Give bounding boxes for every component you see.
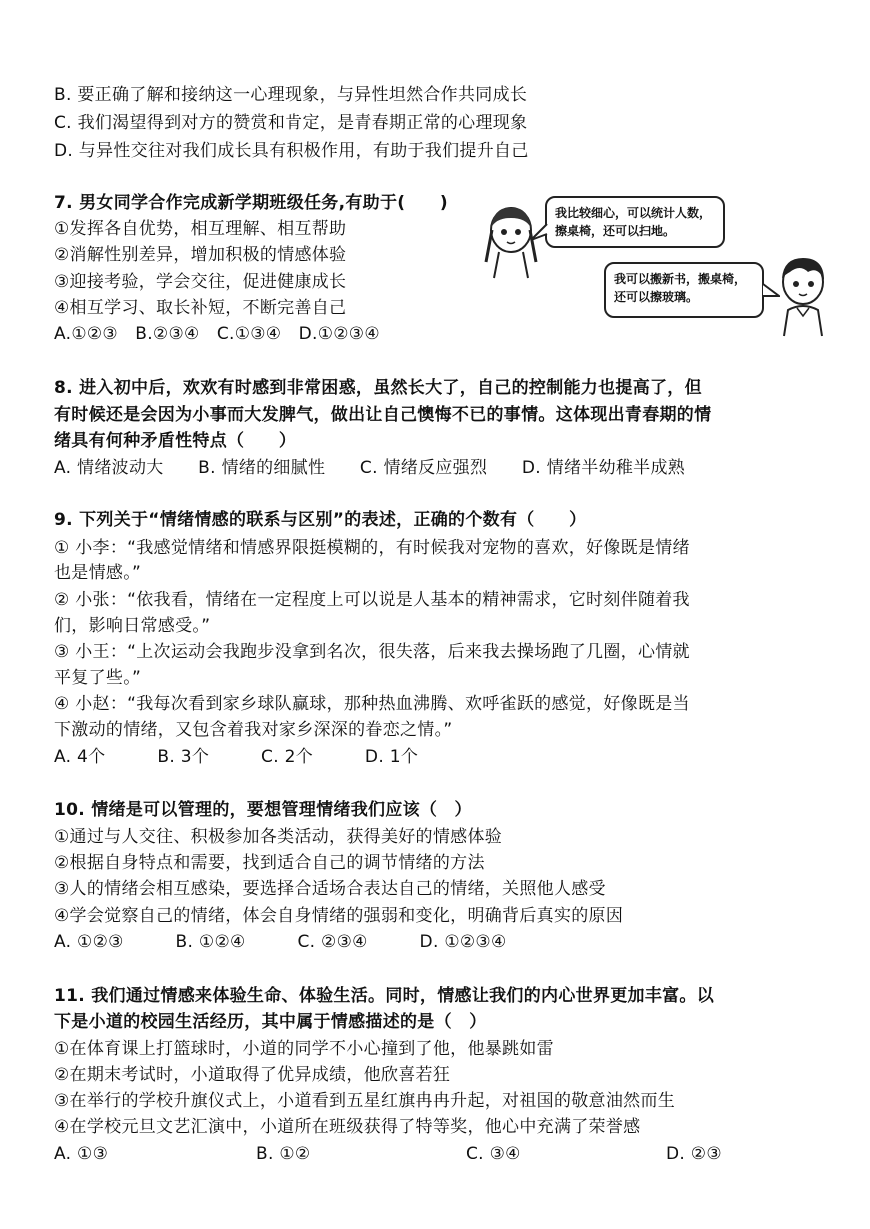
boy-illustration xyxy=(772,252,834,338)
q9-statement-1b: 也是情感。” xyxy=(54,563,142,583)
boy-speech-text: 我可以搬新书，搬桌椅，还可以擦玻璃。 xyxy=(614,272,747,304)
girl-speech-text: 我比较细心，可以统计人数，擦桌椅，还可以扫地。 xyxy=(555,206,712,238)
q11-statement-1: ①在体育课上打篮球时，小道的同学不小心撞到了他，他暴跳如雷 xyxy=(54,1039,554,1059)
q9-stem: 9. 下列关于“情绪情感的联系与区别”的表述，正确的个数有（ ） xyxy=(54,510,587,530)
q11-statement-2: ②在期末考试时，小道取得了优异成绩，他欣喜若狂 xyxy=(54,1065,451,1085)
boy-speech-bubble xyxy=(604,262,764,318)
q8-stem-line-3: 绪具有何种矛盾性特点（ ） xyxy=(54,431,297,451)
q9-statement-1a: ① 小李：“我感觉情绪和情感界限挺模糊的，有时候我对宠物的喜欢，好像既是情绪 xyxy=(54,538,690,558)
girl-bubble-tail xyxy=(530,222,548,242)
q11-option-b: B. ①② xyxy=(256,1144,311,1164)
q8-stem-line-1: 8. 进入初中后，欢欢有时感到非常困惑，虽然长大了，自己的控制能力也提高了，但 xyxy=(54,378,702,398)
q7-statement-1: ①发挥各自优势，相互理解、相互帮助 xyxy=(54,219,347,239)
q7-statement-2: ②消解性别差异，增加积极的情感体验 xyxy=(54,245,347,265)
q11-statement-3: ③在举行的学校升旗仪式上，小道看到五星红旗冉冉升起，对祖国的敬意油然而生 xyxy=(54,1091,676,1111)
q9-statement-3b: 平复了些。” xyxy=(54,668,142,688)
q7-statement-3: ③迎接考验，学会交往，促进健康成长 xyxy=(54,272,347,292)
q9-statement-2b: 们，影响日常感受。” xyxy=(54,616,211,636)
q11-stem-line-2: 下是小道的校园生活经历，其中属于情感描述的是（ ） xyxy=(54,1012,487,1032)
q8-options: A. 情绪波动大 B. 情绪的细腻性 C. 情绪反应强烈 D. 情绪半幼稚半成熟 xyxy=(54,458,686,478)
q10-statement-2: ②根据自身特点和需要，找到适合自己的调节情绪的方法 xyxy=(54,853,485,873)
q11-option-d: D. ②③ xyxy=(666,1144,722,1164)
q7-options: A.①②③ B.②③④ C.①③④ D.①②③④ xyxy=(54,324,380,344)
q7-statement-4: ④相互学习、取长补短，不断完善自己 xyxy=(54,298,347,318)
q9-statement-2a: ② 小张：“依我看，情绪在一定程度上可以说是人基本的精神需求，它时刻伴随着我 xyxy=(54,590,690,610)
q10-options: A. ①②③ B. ①②④ C. ②③④ D. ①②③④ xyxy=(54,932,507,952)
q8-stem-line-2: 有时候还是会因为小事而大发脾气，做出让自己懊悔不已的事情。这体现出青春期的情 xyxy=(54,405,712,425)
q9-statement-4a: ④ 小赵：“我每次看到家乡球队赢球，那种热血沸腾、欢呼雀跃的感觉，好像既是当 xyxy=(54,694,690,714)
q11-statement-4: ④在学校元旦文艺汇演中，小道所在班级获得了特等奖，他心中充满了荣誉感 xyxy=(54,1117,641,1137)
q9-statement-4b: 下激动的情绪，又包含着我对家乡深深的眷恋之情。” xyxy=(54,720,453,740)
q10-statement-1: ①通过与人交往、积极参加各类活动，获得美好的情感体验 xyxy=(54,827,503,847)
q9-options: A. 4个 B. 3个 C. 2个 D. 1个 xyxy=(54,747,419,767)
q7-stem: 7. 男女同学合作完成新学期班级任务,有助于( ) xyxy=(54,193,449,213)
q11-option-a: A. ①③ xyxy=(54,1144,109,1164)
girl-speech-bubble xyxy=(545,196,725,248)
q9-statement-3a: ③ 小王：“上次运动会我跑步没拿到名次，很失落，后来我去操场跑了几圈，心情就 xyxy=(54,642,690,662)
q6-option-c: C. 我们渴望得到对方的赞赏和肯定，是青春期正常的心理现象 xyxy=(54,113,528,133)
q10-statement-3: ③人的情绪会相互感染，要选择合适场合表达自己的情绪，关照他人感受 xyxy=(54,879,606,899)
q11-stem-line-1: 11. 我们通过情感来体验生命、体验生活。同时，情感让我们的内心世界更加丰富。以 xyxy=(54,986,715,1006)
q10-stem: 10. 情绪是可以管理的，要想管理情绪我们应该（ ） xyxy=(54,800,472,820)
q6-option-d: D. 与异性交往对我们成长具有积极作用，有助于我们提升自己 xyxy=(54,141,529,161)
q11-option-c: C. ③④ xyxy=(466,1144,521,1164)
q10-statement-4: ④学会觉察自己的情绪，体会自身情绪的强弱和变化，明确背后真实的原因 xyxy=(54,906,624,926)
q6-option-b: B. 要正确了解和接纳这一心理现象，与异性坦然合作共同成长 xyxy=(54,85,528,105)
